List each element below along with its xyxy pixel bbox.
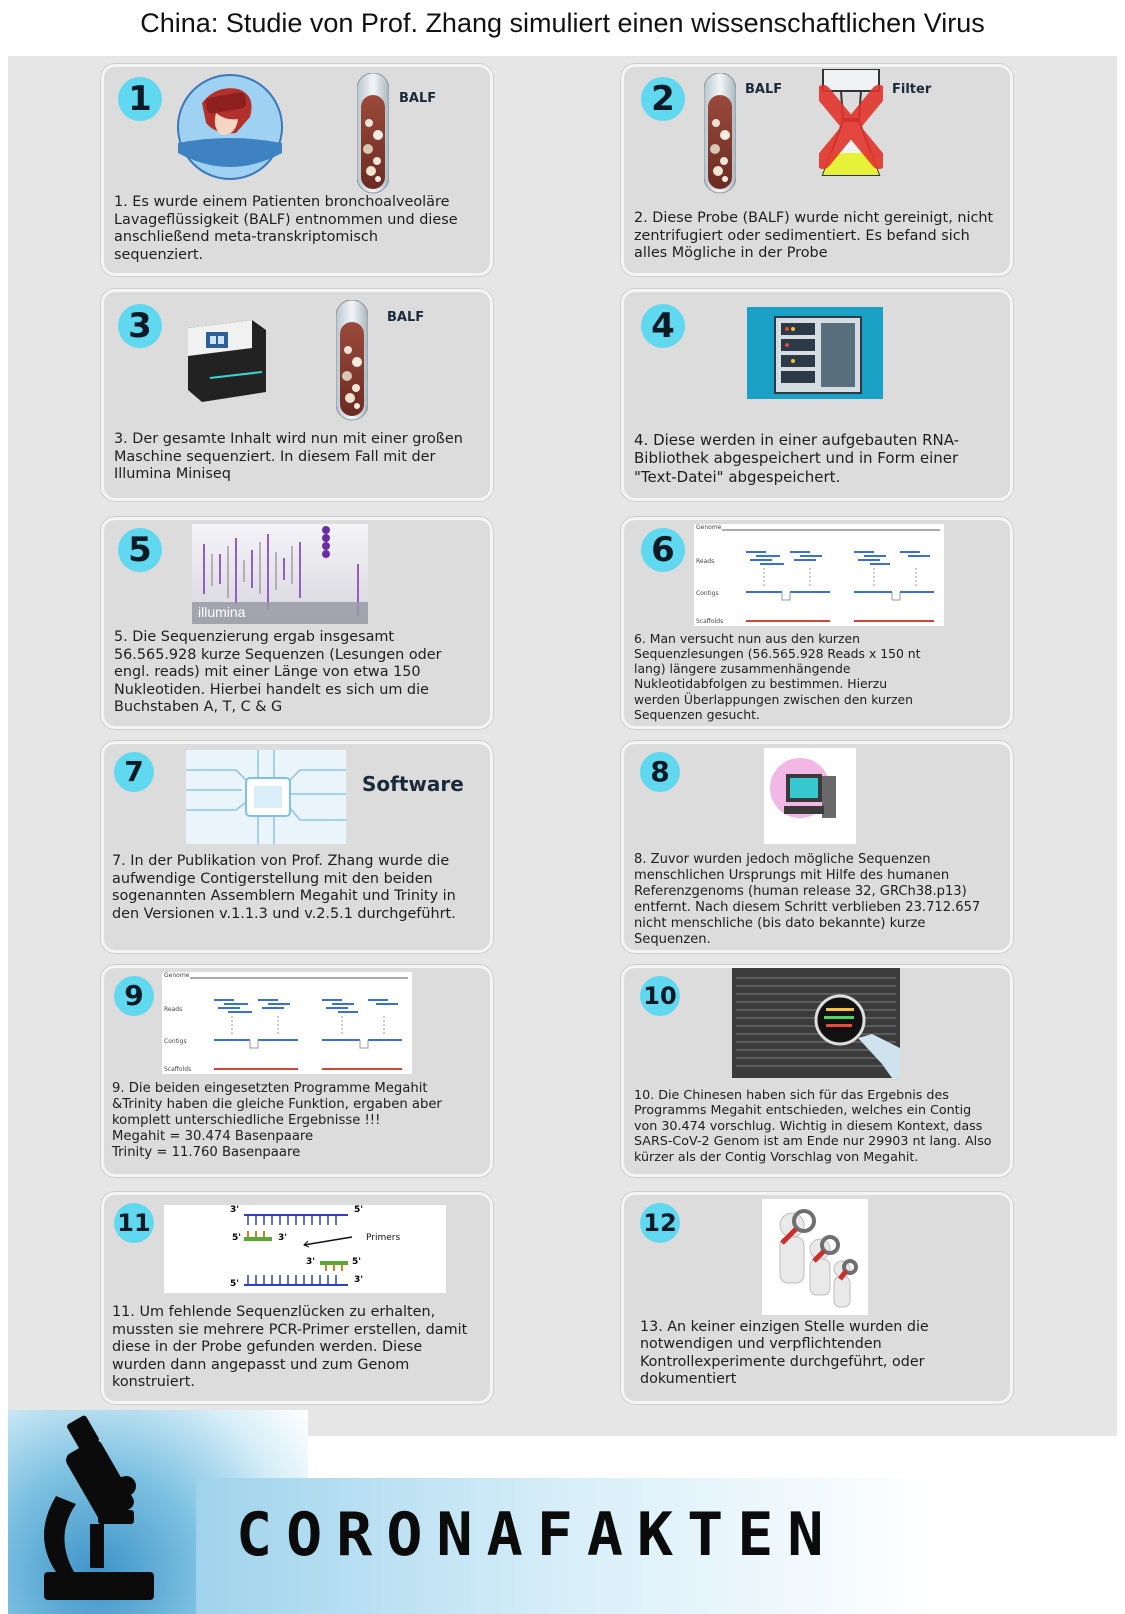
balf-label: BALF	[387, 310, 425, 325]
assembly-diagram	[162, 972, 412, 1074]
step-text: 13. An keiner einzigen Stelle wurden die notwendigen und verpflichtenden Kontrollexperimente durchgeführt, oder dokumentiert	[640, 1319, 929, 1388]
trinity-result: Trinity = 11.760 Basenpaare	[112, 1145, 301, 1161]
balf-tube-icon	[336, 300, 368, 422]
step-card-7	[101, 741, 493, 953]
step-text: 2. Diese Probe (BALF) wurde nicht gereinigt, nicht zentrifugiert oder sedimentiert. Es befand sich alles Mögliche in der Probe	[634, 210, 994, 262]
diagram-label-scaffolds: Scaffolds	[696, 618, 724, 625]
assembly-diagram	[694, 524, 944, 626]
balf-tube-icon	[357, 73, 389, 195]
megahit-result: Megahit = 30.474 Basenpaare	[112, 1129, 314, 1145]
step-text: 5. Die Sequenzierung ergab insgesamt 56.565.928 kurze Sequenzen (Lesungen oder engl. reads) mit einer Länge von etwa 150 Nukleotiden. Hierbei handelt es sich um die Buchstaben A, T, C & G	[114, 629, 442, 716]
diagram-label-scaffolds: Scaffolds	[164, 1066, 192, 1073]
step-text: 7. In der Publikation von Prof. Zhang wurde die aufwendige Contigerstellung mit den beiden sogenannten Assemblern Megahit und Trinity in den Versionen v.1.1.3 und v.2.5.1 durchgeführt.	[112, 853, 456, 922]
step-text: 6. Man versucht nun aus den kurzen Sequenzlesungen (56.565.928 Reads x 150 nt lang) längere zusammenhängende Nukleotidabfolgen zu bestimmen. Hierzu werden Überlappungen zwischen den kurzen Sequenzen gesucht.	[634, 631, 921, 722]
step-card-12	[621, 1192, 1013, 1404]
step-card-11	[101, 1192, 493, 1404]
computer-icon	[764, 748, 856, 844]
step-number-badge: 7	[114, 752, 154, 792]
primer-strand-3-bottom: 3'	[354, 1275, 364, 1285]
primer-strand-5-right: 5'	[352, 1257, 362, 1267]
step-number-badge: 8	[640, 752, 680, 792]
software-label: Software	[362, 772, 464, 796]
step-card-8	[621, 741, 1013, 953]
step-card-9	[101, 965, 493, 1177]
page-title: China: Studie von Prof. Zhang simuliert einen wissenschaftlichen Virus	[140, 8, 985, 38]
step-card-4	[621, 289, 1013, 501]
step-text	[112, 1081, 482, 1161]
step-number-badge: 12	[640, 1203, 680, 1243]
diagram-label-reads: Reads	[164, 1006, 183, 1013]
primer-strand-5-left: 5'	[232, 1233, 242, 1243]
balf-tube-icon	[704, 73, 736, 195]
step-number-badge: 2	[641, 77, 685, 121]
step-card-2	[621, 64, 1013, 276]
server-rack-icon	[747, 307, 883, 399]
step-text: 4. Diese werden in einer aufgebauten RNA-Bibliothek abgespeichert und in Form einer "Text-Datei" abgespeichert.	[634, 431, 960, 486]
step-text: 10. Die Chinesen haben sich für das Ergebnis des Programms Megahit entschieden, welches ein Contig von 30.474 vorschlug. Wichtig in diesem Kontext, dass SARS-CoV-2 Genom ist am Ende nur 29903 nt lang. Also kürzer als der Contig Vorschlag von Megahit.	[634, 1087, 992, 1164]
step-text-line: 9. Die beiden eingesetzten Programme Megahit &Trinity haben die gleiche Funktion, ergaben aber komplett unterschiedliche Ergebnisse !!!	[112, 1081, 442, 1129]
step-text: 1. Es wurde einem Patienten bronchoalveoläre Lavageflüssigkeit (BALF) entnommen und diese anschließend meta-transkriptomisch sequenziert.	[114, 194, 458, 263]
step-number-badge: 11	[114, 1203, 154, 1243]
microscope-icon	[28, 1412, 178, 1610]
step-card-6	[621, 517, 1013, 729]
filter-label: Filter	[892, 82, 932, 97]
step-number-badge: 4	[641, 304, 685, 348]
step-number-badge: 10	[640, 976, 680, 1016]
step-number-badge: 5	[118, 528, 162, 572]
primer-strand-3-top: 3'	[230, 1205, 240, 1215]
step-card-10	[621, 965, 1013, 1177]
sequencer-machine-icon	[182, 318, 270, 404]
balf-label: BALF	[399, 91, 437, 106]
step-number-badge: 1	[118, 77, 162, 121]
step-text: 3. Der gesamte Inhalt wird nun mit einer großen Maschine sequenziert. In diesem Fall mit der Illumina Miniseq	[114, 431, 463, 483]
illumina-label: illumina	[198, 604, 246, 620]
pcr-primer-diagram	[164, 1205, 446, 1293]
diagram-label-genome: Genome	[164, 972, 190, 979]
primer-strand-5-top: 5'	[354, 1205, 364, 1215]
patient-illustration	[176, 73, 284, 181]
filter-flask-icon	[819, 69, 883, 181]
diagram-label-contigs: Contigs	[696, 590, 719, 597]
diagram-label-contigs: Contigs	[164, 1038, 187, 1045]
step-card-3	[101, 289, 493, 501]
primer-strand-3-left: 3'	[278, 1233, 288, 1243]
illumina-sequence-image	[192, 524, 368, 624]
primer-strand-5-bottom: 5'	[230, 1279, 240, 1289]
diagram-label-genome: Genome	[696, 524, 722, 531]
code-magnifier-image	[732, 968, 900, 1078]
step-text: 8. Zuvor wurden jedoch mögliche Sequenzen menschlichen Ursprungs mit Hilfe des humanen Referenzgenoms (human release 32, GRCh38.p13) entfernt. Nach diesem Schritt verblieben 23.712.657 nicht menschliche (bis dato bekannte) kurze Sequenzen.	[634, 852, 981, 947]
investigators-magnifier-image	[762, 1199, 868, 1315]
step-number-badge: 6	[641, 528, 685, 572]
step-card-1	[101, 64, 493, 276]
step-card-5	[101, 517, 493, 729]
step-number-badge: 9	[114, 976, 154, 1016]
brand-logo-text: CORONAFAKTEN	[236, 1500, 838, 1570]
diagram-label-reads: Reads	[696, 558, 715, 565]
primer-strand-3-right: 3'	[306, 1257, 316, 1267]
step-number-badge: 3	[118, 304, 162, 348]
balf-label: BALF	[745, 82, 783, 97]
step-text: 11. Um fehlende Sequenzlücken zu erhalten, mussten sie mehrere PCR-Primer erstellen, damit diese in der Probe gefunden werden. Diese wurden dann angepasst und zum Genom konstruiert.	[112, 1304, 468, 1391]
circuit-chip-image	[186, 750, 346, 844]
primers-label: Primers	[366, 1233, 401, 1243]
